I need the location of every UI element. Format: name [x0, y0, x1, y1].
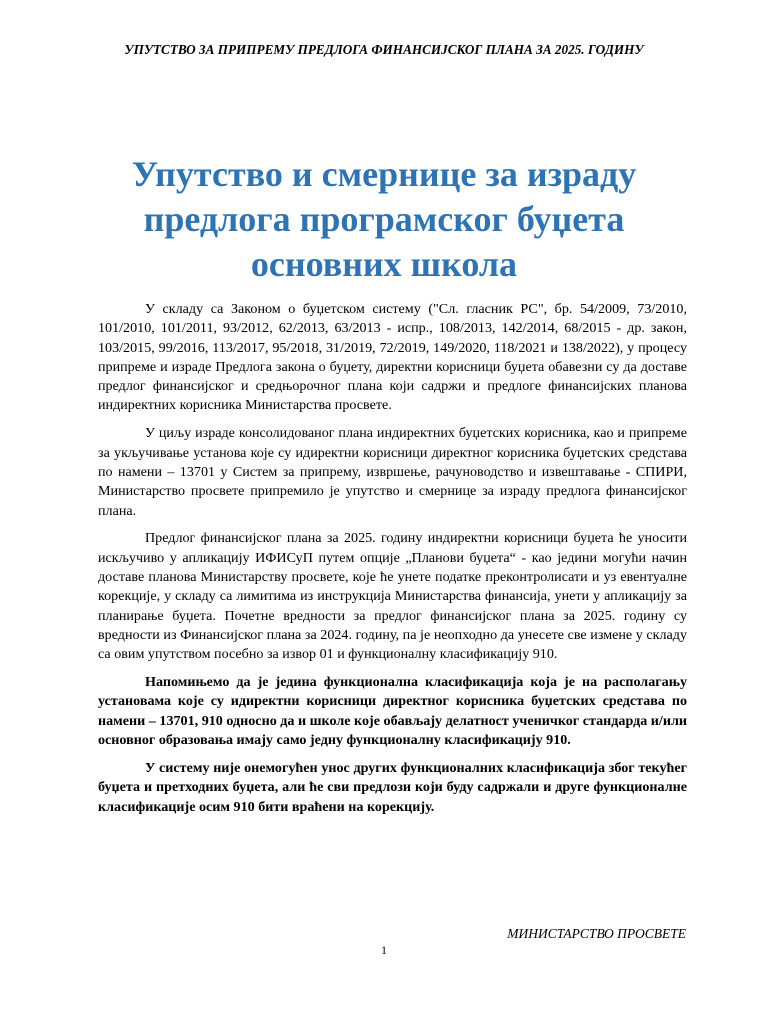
- paragraph-consolidated-plan: У циљу израде консолидованог плана индиректних буџетских корисника, као и припреме за укључивање установа које су идиректни корисници директног корисника буџетских средстава по намени – 13701 у Систем за припрему, извршење, рачуноводство и извештавање - СПИРИ, Министарство просвете припремило је упутство и смернице за израду предлога финансијског плана.: [98, 425, 687, 519]
- paragraph-functional-classification-note: Напомињемо да је једина функционална класификација која је на располагању установама које су идиректни корисници директног корисника буџетских средстава по намени – 13701, 910 односно да и школе које обављају делатност ученичког стандарда и/или основног образовања имају само једну функционалну класификацију 910.: [98, 674, 687, 749]
- signature-ministry: МИНИСТАРСТВО ПРОСВЕТЕ: [507, 926, 686, 941]
- page-number: 1: [381, 943, 387, 957]
- document-body: [98, 300, 687, 825]
- paragraph-budget-law: У складу са Законом о буџетском систему ("Сл. гласник РС", бр. 54/2009, 73/2010, 101/2010, 101/2011, 93/2012, 62/2013, 63/2013 - испр., 108/2013, 142/2014, 68/2015 - др. закон, 103/2015, 99/2016, 113/2017, 95/2018, 31/2019, 72/2019, 149/2020, 118/2021 и 138/2022), у процесу припреме и израде Предлога закона о буџету, директни корисници буџета обавезни су да доставе предлог финансијског и средњорочног плана који садржи и предлоге финансијских планова индиректних корисника Министарства просвете.: [98, 301, 687, 414]
- paragraph-correction-warning: У систему није онемогућен унос других функционалних класификација због текућег буџета и претходних буџета, али ће сви предлози који буду садржали и друге функционалне класификације осим 910 бити враћени на корекцију.: [98, 759, 687, 815]
- document-title: Упутство и смернице за израду предлога програмског буџета основних школа: [131, 154, 637, 284]
- paragraph-ifisup-entry: Предлог финансијског плана за 2025. годину индиректни корисници буџета ће уносити искључиво у апликацију ИФИСуП путем опције „Планови буџета“ - као једини могући начин доставе планова Министарству просвете, које ће унете податке преконтролисати и уз евентуалне корекције, у складу са лимитима из инструкција Министарства финансија, унети у апликацију за планирање буџета. Почетне вредности за предлог финансијског плана за 2025. годину су вредности из Финансијског плана за 2024. годину, па је неопходно да унесете све измене у складу са овим упутством посебно за извор 01 и функционалну класификацију 910.: [98, 530, 687, 663]
- running-header: УПУТСТВО ЗА ПРИПРЕМУ ПРЕДЛОГА ФИНАНСИЈСКОГ ПЛАНА ЗА 2025. ГОДИНУ: [124, 42, 644, 57]
